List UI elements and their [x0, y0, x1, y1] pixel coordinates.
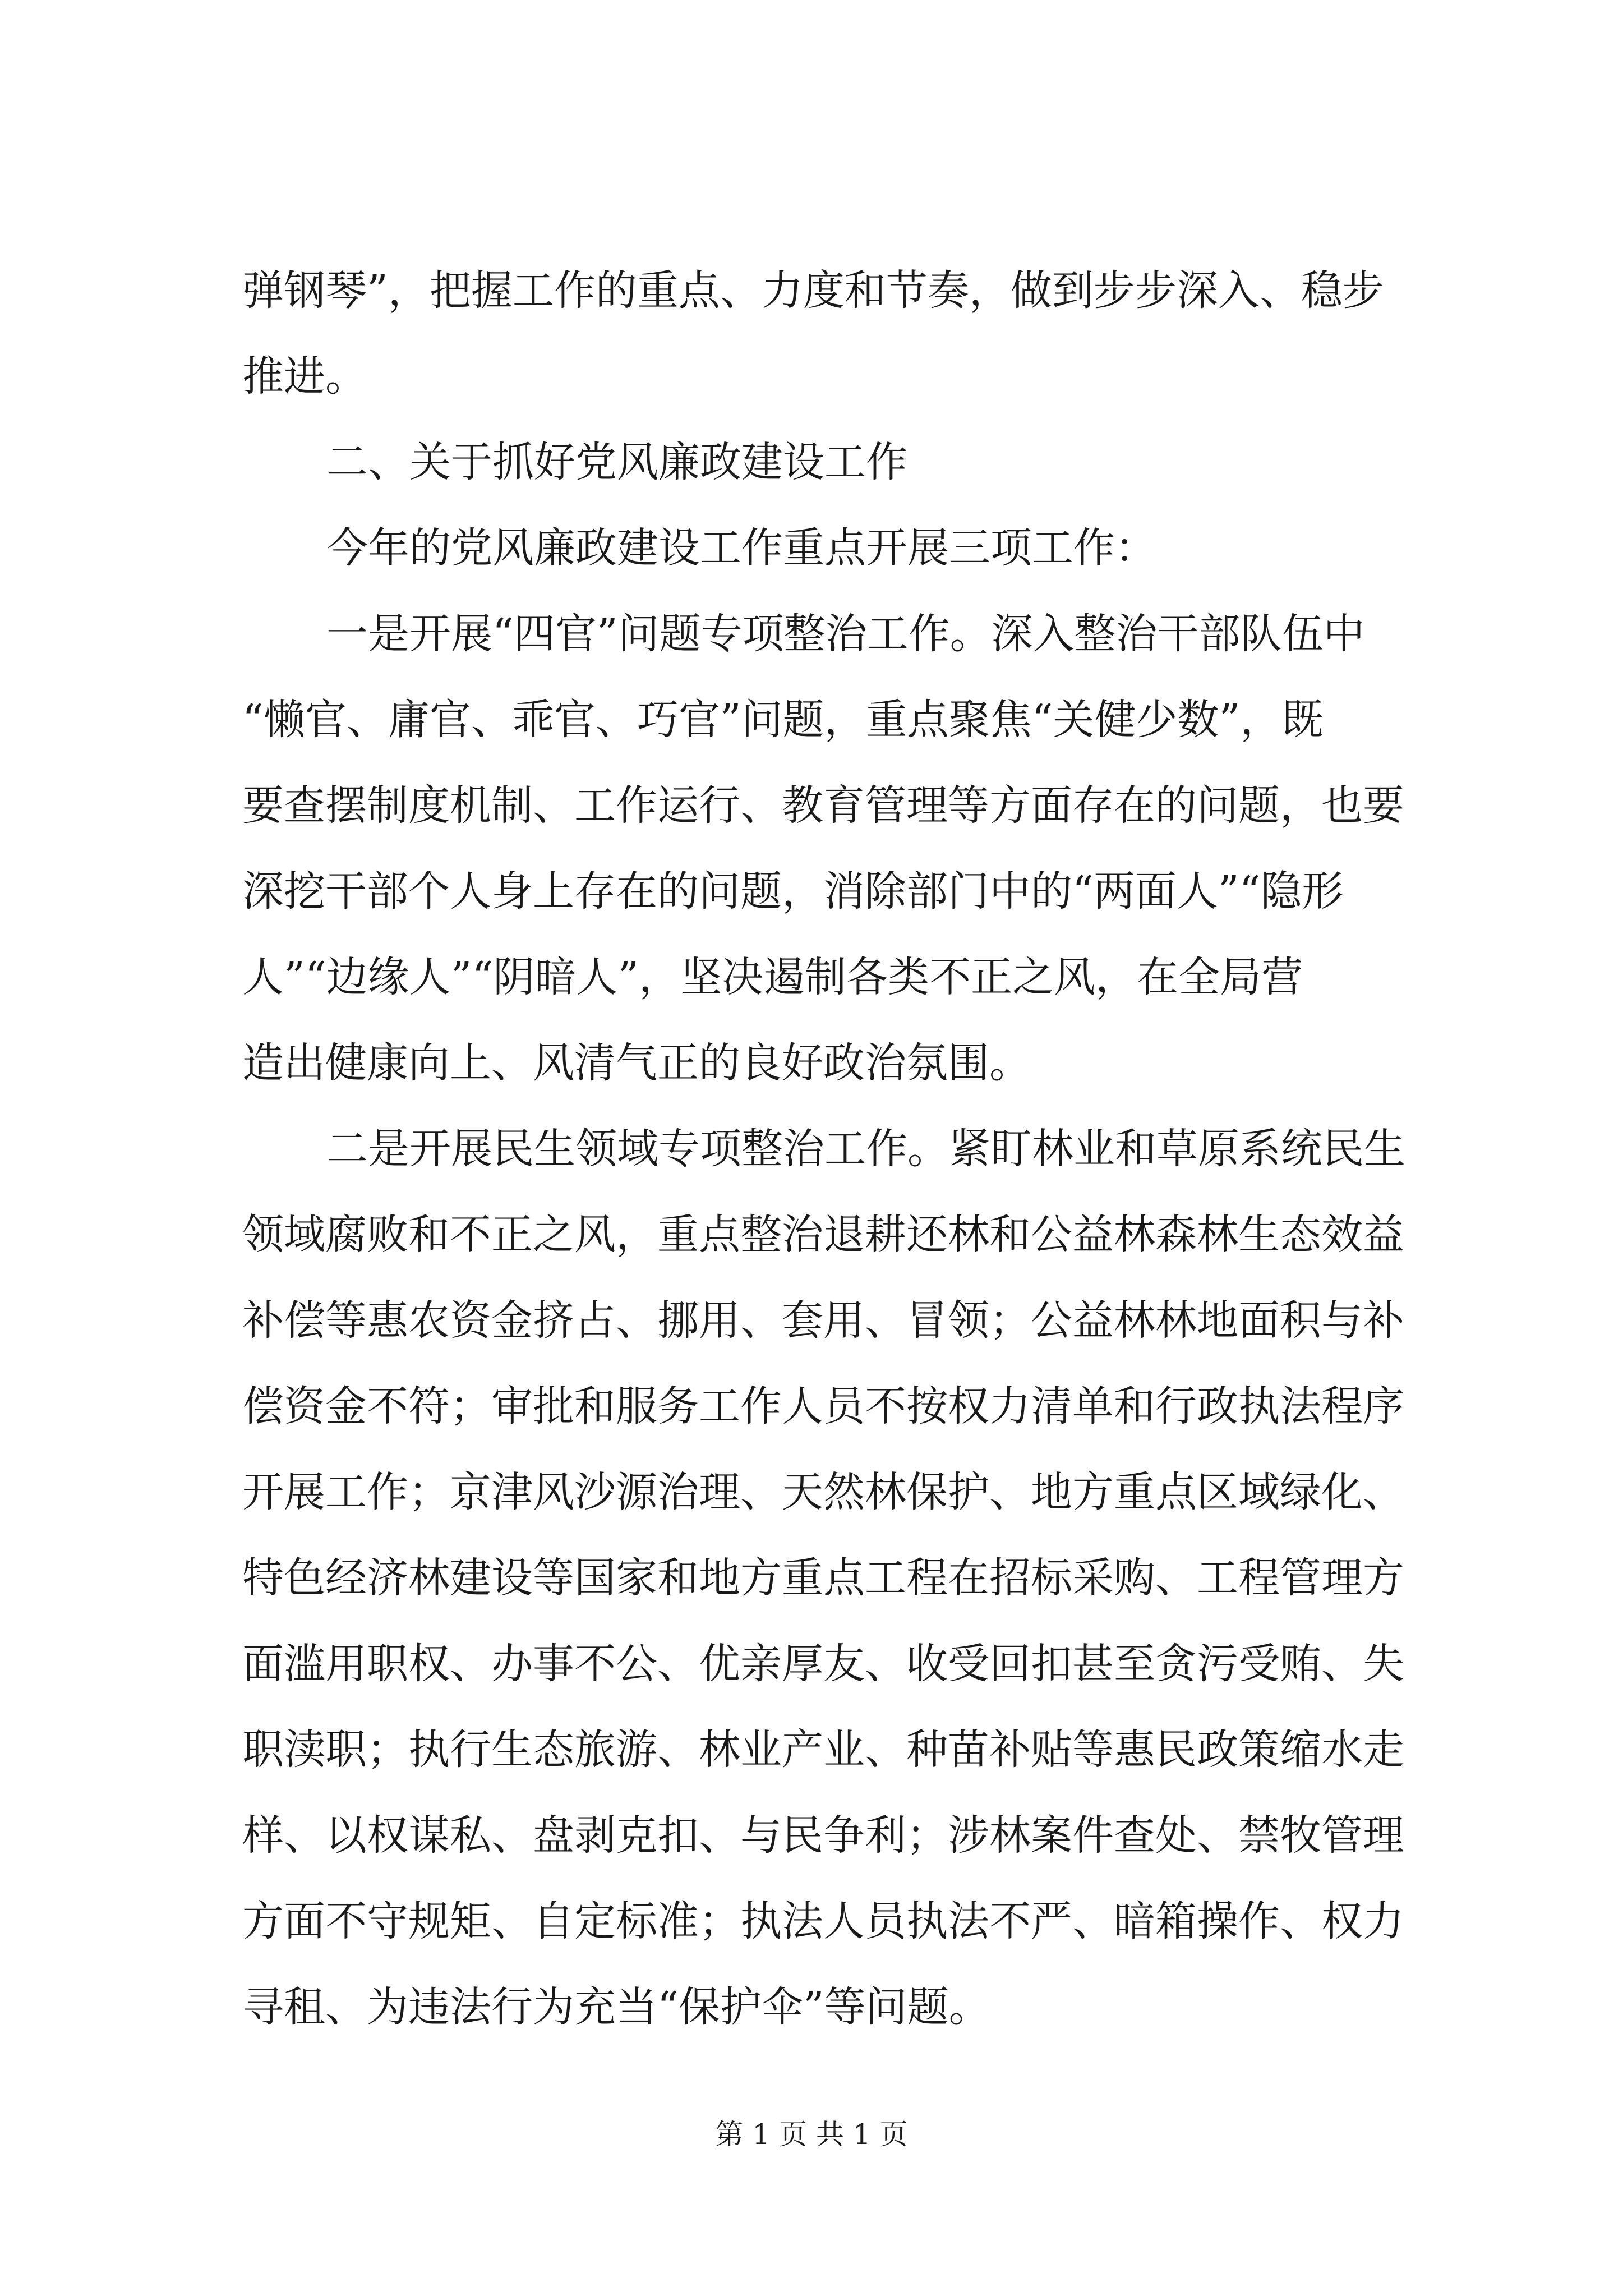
text-line: 深挖干部个人身上存在的问题，消除部门中的“两面人”“隐形: [242, 867, 1344, 915]
text-line: 职渎职；执行生态旅游、林业产业、种苗补贴等惠民政策缩水走: [242, 1726, 1404, 1774]
text-line: 弹钢琴”，把握工作的重点、力度和节奏，做到步步深入、稳步: [242, 266, 1384, 315]
text-line: 补偿等惠农资金挤占、挪用、套用、冒领；公益林林地面积与补: [242, 1296, 1404, 1345]
section-heading: 二、关于抓好党风廉政建设工作: [326, 438, 907, 486]
text-line: 特色经济林建设等国家和地方重点工程在招标采购、工程管理方: [242, 1554, 1404, 1602]
text-line: 面滥用职权、办事不公、优亲厚友、收受回扣甚至贪污受贿、失: [242, 1640, 1404, 1688]
text-line: 偿资金不符；审批和服务工作人员不按权力清单和行政执法程序: [242, 1382, 1404, 1430]
text-line: 推进。: [242, 352, 367, 401]
text-line: 一是开展“四官”问题专项整治工作。深入整治干部队伍中: [326, 610, 1365, 658]
text-line: 领域腐败和不正之风，重点整治退耕还林和公益林森林生态效益: [242, 1211, 1404, 1259]
page-footer: 第 1 页 共 1 页: [715, 2118, 908, 2151]
text-line: 二是开展民生领域专项整治工作。紧盯林业和草原系统民生: [326, 1125, 1405, 1173]
text-line: 样、以权谋私、盘剥克扣、与民争利；涉林案件查处、禁牧管理: [242, 1811, 1404, 1860]
paragraph-intro: 今年的党风廉政建设工作重点开展三项工作：: [326, 524, 1156, 572]
text-line: 造出健康向上、风清气正的良好政治氛围。: [242, 1039, 1031, 1087]
text-line: 方面不守规矩、自定标准；执法人员执法不严、暗箱操作、权力: [242, 1897, 1404, 1945]
text-line: 要查摆制度机制、工作运行、教育管理等方面存在的问题，也要: [242, 781, 1404, 830]
text-line: “懒官、庸官、乖官、巧官”问题，重点聚焦“关健少数”，既: [242, 696, 1324, 744]
text-line: 人”“边缘人”“阴暗人”，坚决遏制各类不正之风，在全局营: [242, 953, 1303, 1001]
text-line: 寻租、为违法行为充当“保护伞”等问题。: [242, 1983, 990, 2031]
text-line: 开展工作；京津风沙源治理、天然林保护、地方重点区域绿化、: [242, 1468, 1404, 1516]
